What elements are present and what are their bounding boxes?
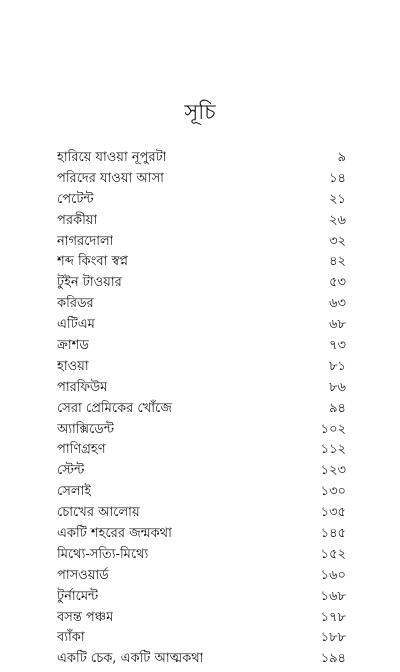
toc-entry-title: মিথ্যে-সত্যি-মিথ্যে xyxy=(57,546,149,562)
toc-entry-title: এটিএম xyxy=(57,317,95,333)
toc-entry xyxy=(57,608,346,629)
toc-entry-page: ১৬৮ xyxy=(320,588,346,604)
toc-entry-title: পারফিউম xyxy=(57,379,108,395)
toc-entry xyxy=(57,232,346,253)
toc-entry-title: হারিয়ে যাওয়া নূপুরটা xyxy=(57,150,167,165)
toc-entry xyxy=(57,273,346,294)
toc-entry-title: ব্যাঁকা xyxy=(57,630,85,646)
toc-entry xyxy=(57,524,346,545)
toc-entry-page: ১৫২ xyxy=(320,546,346,562)
toc-entry-title: একটি চেক, একটি আত্মকথা xyxy=(57,651,204,667)
toc-entry-title: করিডর xyxy=(57,296,94,312)
toc-entry-page: ২৬ xyxy=(329,212,346,228)
toc-entry-page: ১৭৮ xyxy=(320,609,346,625)
toc-entry-page: ১২৩ xyxy=(320,463,346,479)
toc-entry-title: টুর্নামেন্ট xyxy=(57,588,99,604)
toc-entry xyxy=(57,503,346,524)
toc-entry-page: ২১ xyxy=(329,191,346,207)
toc-entry-title: টুইন টাওয়ার xyxy=(57,275,122,291)
toc-entry xyxy=(57,294,346,315)
toc-entry-page: ৮১ xyxy=(329,358,346,374)
toc-entry-page: ৯ xyxy=(337,150,346,165)
toc-entry-title: সেলাই xyxy=(57,484,92,500)
toc-entry xyxy=(57,169,346,190)
toc-entry-page: ৩২ xyxy=(329,233,346,249)
toc-entry xyxy=(57,461,346,482)
toc-entry-title: একটি শহরের জন্মকথা xyxy=(57,526,172,542)
toc-entry-title: পাণিগ্রহণ xyxy=(57,442,106,458)
toc-entry xyxy=(57,649,346,670)
toc-entry-page: ১৮৮ xyxy=(320,630,346,646)
toc-entry-page: ১১২ xyxy=(320,442,346,458)
toc-entry xyxy=(57,420,346,441)
toc-entry-title: চোখের আলোয় xyxy=(57,505,140,521)
toc-entry-title: অ্যাক্সিডেন্ট xyxy=(57,421,115,437)
toc-entry xyxy=(57,440,346,461)
toc-entry-title: স্টেন্ট xyxy=(57,463,85,479)
toc-entry-title: পেটেন্ট xyxy=(57,191,94,207)
toc-entry xyxy=(57,378,346,399)
toc-entry-title: সেরা প্রেমিকের খোঁজে xyxy=(57,400,172,416)
toc-entry xyxy=(57,545,346,566)
toc-entry-page: ৭৩ xyxy=(329,338,346,354)
toc-entry-page: ৬৩ xyxy=(329,296,346,312)
toc-entry xyxy=(57,482,346,503)
toc-entry-page: ৯৪ xyxy=(329,400,346,416)
toc-entry xyxy=(57,148,346,169)
toc-entry xyxy=(57,357,346,378)
toc-entry-page: ১৬০ xyxy=(320,567,346,583)
toc-entry-page: ৫৩ xyxy=(329,275,346,291)
toc-entry xyxy=(57,336,346,357)
toc-entry xyxy=(57,315,346,336)
toc-entry-page: ১০২ xyxy=(320,421,346,437)
toc-entry-page: ৪২ xyxy=(329,254,346,270)
toc-entry xyxy=(57,587,346,608)
toc-entry-page: ৮৬ xyxy=(329,379,346,395)
toc-entry-title: হাওয়া xyxy=(57,358,89,374)
toc-entry-title: ক্রাশড xyxy=(57,338,89,354)
toc-entry-title: পরিদের যাওয়া আসা xyxy=(57,170,164,186)
toc-entry xyxy=(57,399,346,420)
toc-entry-page: ১৩০ xyxy=(320,484,346,500)
toc-entry xyxy=(57,566,346,587)
toc-entry-title: নাগরদোলা xyxy=(57,233,114,249)
toc-entry-page: ১৪৫ xyxy=(320,526,346,542)
toc-entry-page: ১৯৪ xyxy=(320,651,346,667)
toc-entry-title: শব্দ কিংবা স্বপ্ন xyxy=(57,254,128,270)
toc-entry-title: পরকীয়া xyxy=(57,212,98,228)
toc-entry-page: ১৩৫ xyxy=(320,505,346,521)
table-of-contents xyxy=(57,148,346,670)
toc-entry-page: ৬৮ xyxy=(329,317,346,333)
toc-entry xyxy=(57,190,346,211)
toc-entry-title: পাসওয়ার্ড xyxy=(57,567,109,583)
toc-entry-page: ১৪ xyxy=(329,170,346,186)
page-title: সূচি xyxy=(184,100,216,124)
toc-entry xyxy=(57,211,346,232)
toc-entry xyxy=(57,628,346,649)
toc-entry xyxy=(57,252,346,273)
toc-entry-title: বসন্ত পঞ্চম xyxy=(57,609,114,625)
